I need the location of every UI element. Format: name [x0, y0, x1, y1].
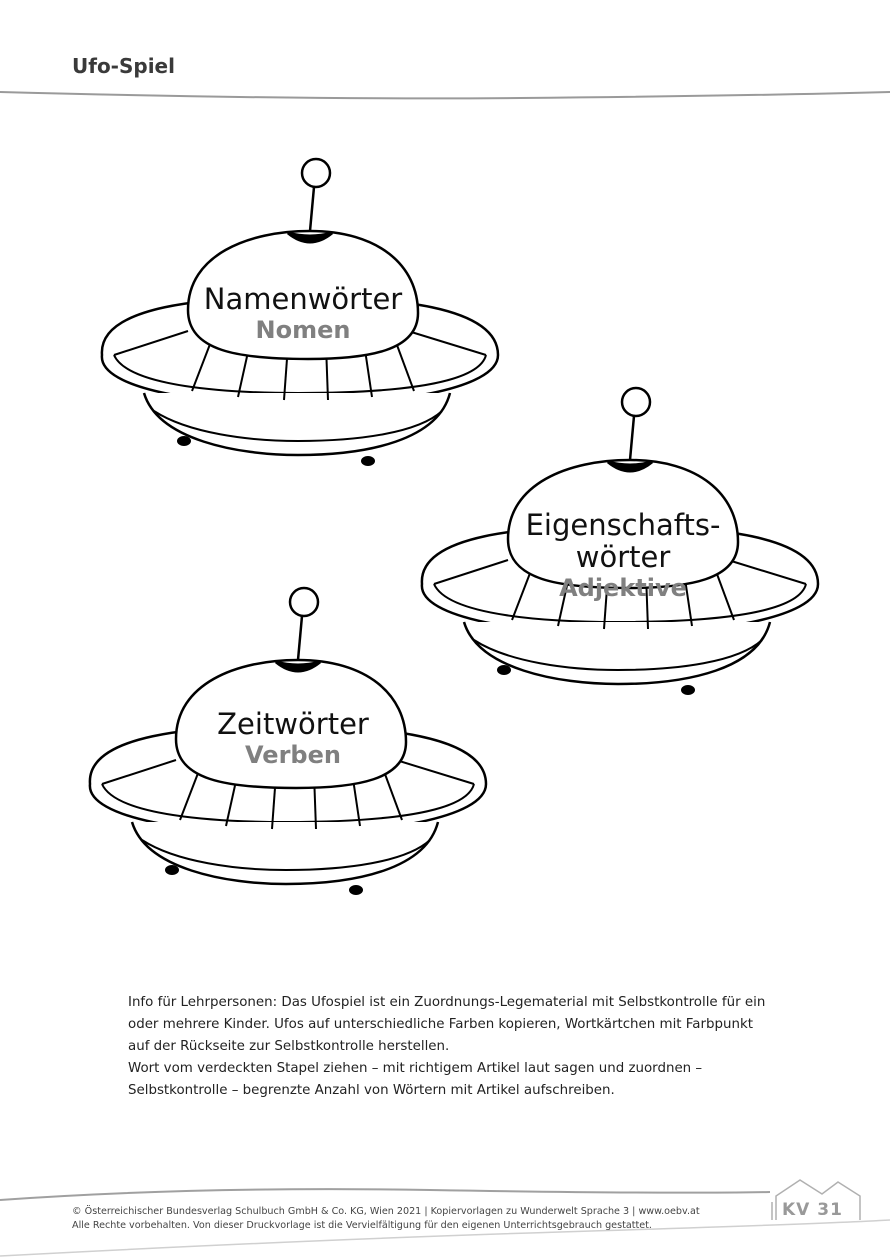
ufo-verbs-title: Zeitwörter	[217, 707, 369, 741]
teacher-info	[128, 992, 768, 1102]
page-title: Ufo-Spiel	[72, 54, 175, 78]
footer-line: © Österreichischer Bundesverlag Schulbuch GmbH & Co. KG, Wien 2021 | Kopiervorlagen zu Wunderwelt Sprache 3 | www.oebv.at	[72, 1206, 700, 1217]
ufo-verbs-subtitle: Verben	[245, 741, 341, 769]
info-line: oder mehrere Kinder. Ufos auf unterschiedliche Farben kopieren, Wortkärtchen mit Farbpunkt	[128, 1017, 753, 1032]
ufo-nouns-title: Namenwörter	[203, 282, 403, 316]
page-badge: KV 31	[782, 1200, 843, 1220]
ufo-verbs-label	[143, 708, 443, 770]
ufo-adjectives-title-line1: Eigenschafts-	[525, 508, 721, 542]
ufo-adjectives-subtitle: Adjektive	[559, 574, 687, 602]
footer-line: Alle Rechte vorbehalten. Von dieser Druckvorlage ist die Vervielfältigung für den eigenen Unterrichtsgebrauch gestattet.	[72, 1220, 652, 1231]
info-line: Info für Lehrpersonen: Das Ufospiel ist ein Zuordnungs-Legematerial mit Selbstkontrolle für ein	[128, 995, 766, 1010]
info-line: Selbstkontrolle – begrenzte Anzahl von Wörtern mit Artikel aufschreiben.	[128, 1083, 615, 1098]
info-line: Wort vom verdeckten Stapel ziehen – mit richtigem Artikel laut sagen und zuordnen –	[128, 1061, 703, 1076]
header-divider	[0, 84, 890, 114]
info-line: auf der Rückseite zur Selbstkontrolle herstellen.	[128, 1039, 450, 1054]
ufo-nouns-subtitle: Nomen	[255, 316, 351, 344]
ufo-nouns-label	[153, 283, 453, 345]
footer-copyright	[72, 1205, 772, 1233]
ufo-adjectives-title-line2: wörter	[575, 540, 671, 574]
ufo-adjectives-label	[473, 509, 773, 603]
